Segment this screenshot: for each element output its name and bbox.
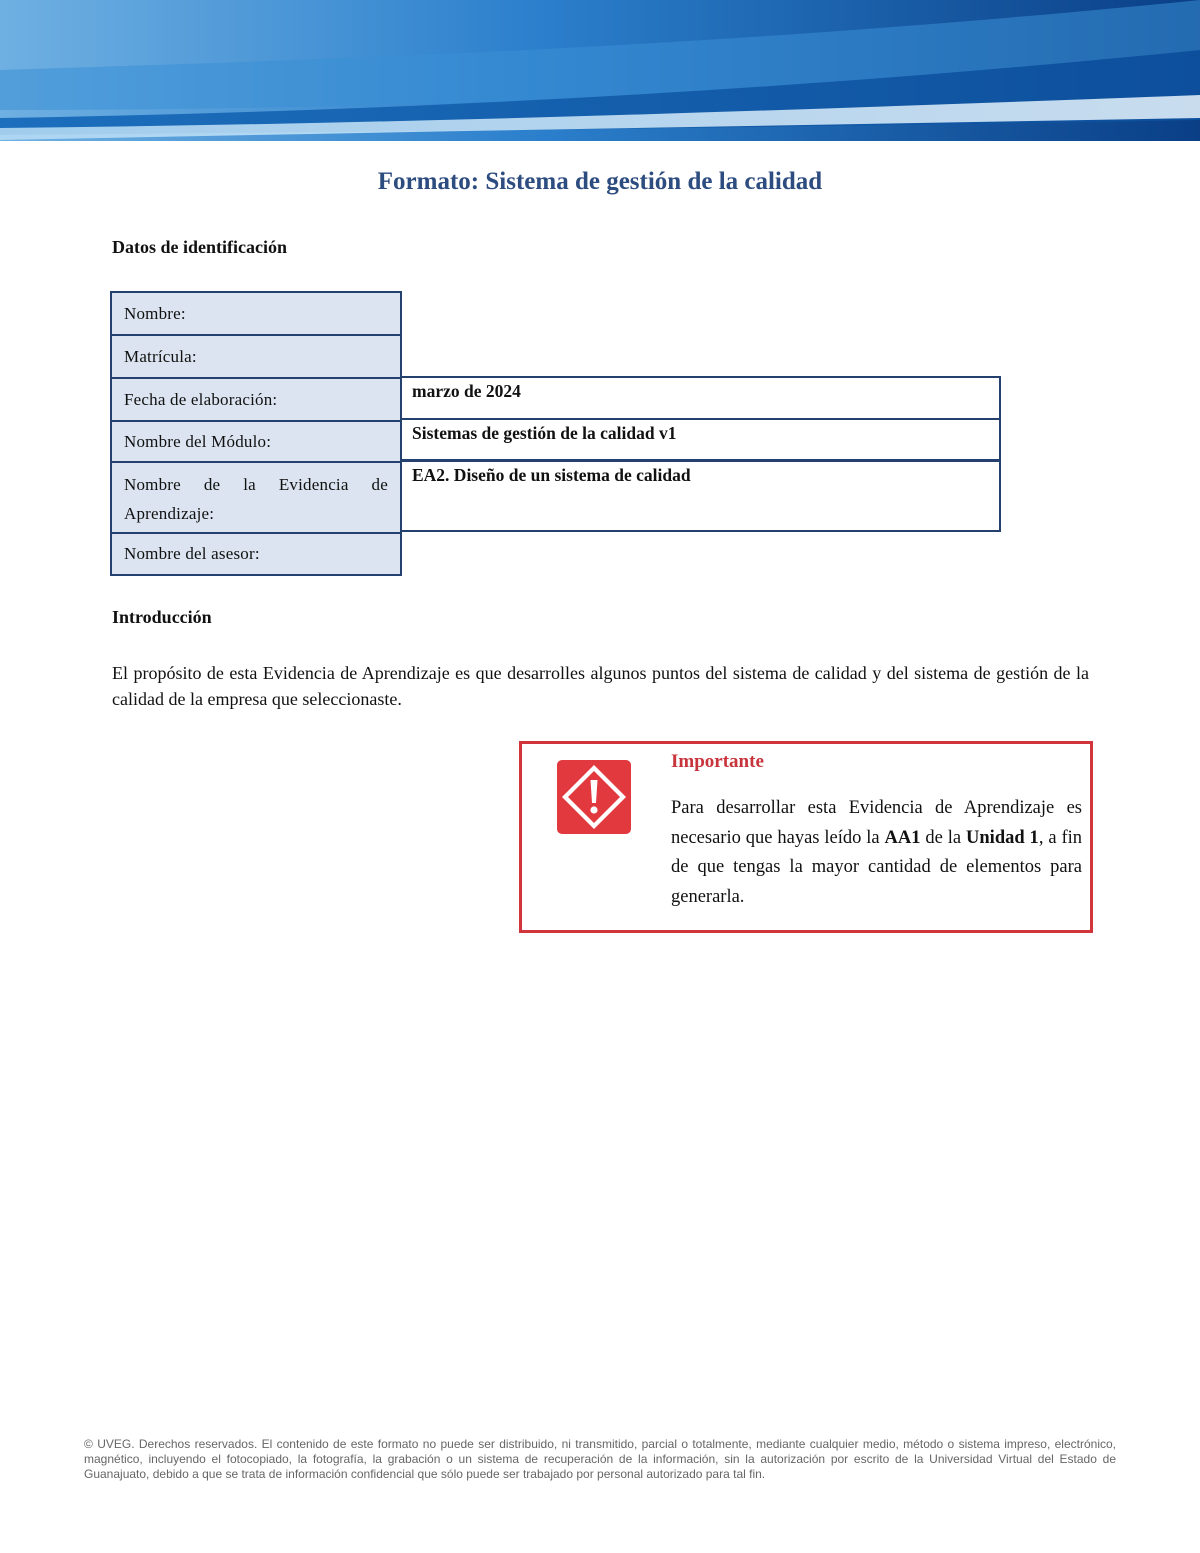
value-fecha: marzo de 2024 bbox=[400, 376, 1001, 420]
header-banner bbox=[0, 0, 1200, 145]
introduction-text: El propósito de esta Evidencia de Aprendizaje es que desarrolles algunos puntos del sistema de calidad y del sistema de gestión de la calidad de la empresa que seleccionaste. bbox=[112, 663, 1089, 709]
identification-heading: Datos de identificación bbox=[112, 237, 287, 257]
label-modulo: Nombre del Módulo: bbox=[110, 420, 402, 463]
notice-title: Importante bbox=[671, 751, 764, 772]
document-title: Formato: Sistema de gestión de la calidad bbox=[377, 168, 823, 195]
copyright-footer: © UVEG. Derechos reservados. El contenido de este formato no puede ser distribuido, ni transmitido, parcial o totalmente, mediante cualquier medio, método o sistema impreso, electrónico, magnético, incluyendo el fotocopiado, la fotografía, la grabación o un sistema de recuperación de la información, sin la autorización por escrito de la Universidad Virtual del Estado de Guanajuato, debido a que se trata de información confidencial que sólo puede ser trabajado por personal autorizado para tal fin. bbox=[84, 1437, 1116, 1481]
notice-text: Para desarrollar esta Evidencia de Aprendizaje es necesario que hayas leído la AA1 de la Unidad 1, a fin de que tengas la mayor cantidad de elementos para generarla. bbox=[671, 798, 1083, 907]
unit-reference: Unidad 1 bbox=[966, 827, 1039, 848]
aa-reference: AA1 bbox=[884, 827, 921, 848]
label-matricula: Matrícula: bbox=[110, 334, 402, 379]
label-fecha: Fecha de elaboración: bbox=[110, 377, 402, 422]
label-asesor: Nombre del asesor: bbox=[110, 532, 402, 576]
label-evidencia: Nombre de la Evidencia de Aprendizaje: bbox=[110, 461, 402, 534]
introduction-heading: Introducción bbox=[112, 607, 212, 627]
important-notice bbox=[519, 741, 1093, 933]
warning-icon bbox=[557, 760, 631, 834]
value-evidencia: EA2. Diseño de un sistema de calidad bbox=[400, 460, 1001, 532]
value-modulo: Sistemas de gestión de la calidad v1 bbox=[400, 418, 1001, 461]
label-nombre: Nombre: bbox=[110, 291, 402, 336]
